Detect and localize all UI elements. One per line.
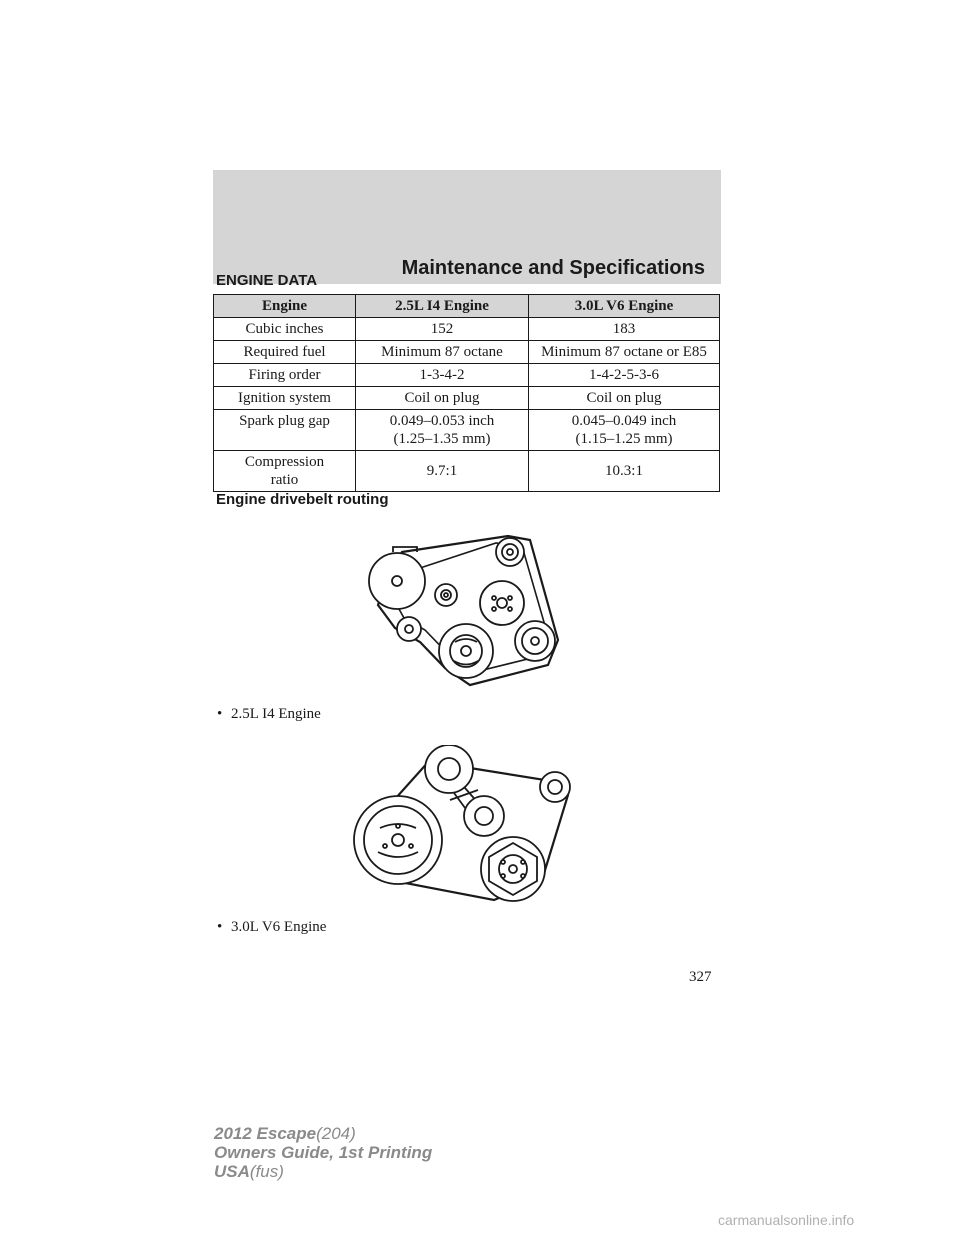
table-row bbox=[214, 387, 720, 410]
table-cell: 9.7:1 bbox=[356, 451, 529, 492]
cell-line: ratio bbox=[270, 472, 299, 488]
row-label: Ignition system bbox=[214, 387, 356, 410]
bullet-dot: • bbox=[217, 919, 223, 935]
page-number: 327 bbox=[689, 969, 712, 985]
footer-model-code: (204) bbox=[316, 1124, 356, 1143]
page-title: Maintenance and Specifications bbox=[401, 257, 705, 279]
table-cell: Minimum 87 octane or E85 bbox=[529, 341, 720, 364]
bullet-dot: • bbox=[217, 706, 223, 722]
table-row bbox=[214, 318, 720, 341]
row-label: Cubic inches bbox=[214, 318, 356, 341]
cell-line: 0.049–0.053 inch bbox=[389, 413, 495, 429]
table-row bbox=[214, 410, 720, 451]
cell-line: Compression bbox=[244, 454, 325, 470]
row-label: Firing order bbox=[214, 364, 356, 387]
column-header: Engine bbox=[214, 295, 356, 318]
table-header-row bbox=[214, 295, 720, 318]
table-cell: Coil on plug bbox=[356, 387, 529, 410]
table-cell: 1-3-4-2 bbox=[356, 364, 529, 387]
bullet-label: 2.5L I4 Engine bbox=[231, 706, 321, 722]
table-row bbox=[214, 341, 720, 364]
footer-line bbox=[214, 1124, 432, 1143]
column-header: 3.0L V6 Engine bbox=[529, 295, 720, 318]
table-cell: Coil on plug bbox=[529, 387, 720, 410]
table-cell bbox=[529, 410, 720, 451]
header-band bbox=[213, 170, 721, 284]
drivebelt-diagram-v6-icon bbox=[350, 745, 580, 905]
footer-market-code: (fus) bbox=[249, 1162, 284, 1181]
drivebelt-subheading: Engine drivebelt routing bbox=[216, 491, 389, 508]
table-cell: 183 bbox=[529, 318, 720, 341]
cell-line: 0.045–0.049 inch bbox=[571, 413, 677, 429]
footer-line: Owners Guide, 1st Printing bbox=[214, 1143, 433, 1162]
cell-line: (1.15–1.25 mm) bbox=[575, 431, 673, 447]
engine-data-table bbox=[213, 294, 720, 492]
watermark: carmanualsonline.info bbox=[718, 1212, 855, 1228]
bullet-item-v6 bbox=[217, 919, 326, 936]
row-label: Spark plug gap bbox=[214, 410, 356, 451]
bullet-item-i4 bbox=[217, 706, 321, 723]
column-header: 2.5L I4 Engine bbox=[356, 295, 529, 318]
section-title: ENGINE DATA bbox=[216, 272, 318, 289]
row-label bbox=[214, 451, 356, 492]
bullet-label: 3.0L V6 Engine bbox=[231, 919, 327, 935]
table-cell bbox=[356, 410, 529, 451]
footer-line bbox=[214, 1162, 432, 1181]
table-cell: 10.3:1 bbox=[529, 451, 720, 492]
table-row bbox=[214, 364, 720, 387]
cell-line: (1.25–1.35 mm) bbox=[393, 431, 491, 447]
footer-market: USA bbox=[214, 1162, 250, 1181]
table-cell: Minimum 87 octane bbox=[356, 341, 529, 364]
footer-edition-info bbox=[214, 1124, 432, 1181]
table-cell: 152 bbox=[356, 318, 529, 341]
drivebelt-diagram-i4-icon bbox=[360, 530, 570, 700]
table-row bbox=[214, 451, 720, 492]
footer-model: 2012 Escape bbox=[214, 1124, 317, 1143]
table-cell: 1-4-2-5-3-6 bbox=[529, 364, 720, 387]
row-label: Required fuel bbox=[214, 341, 356, 364]
